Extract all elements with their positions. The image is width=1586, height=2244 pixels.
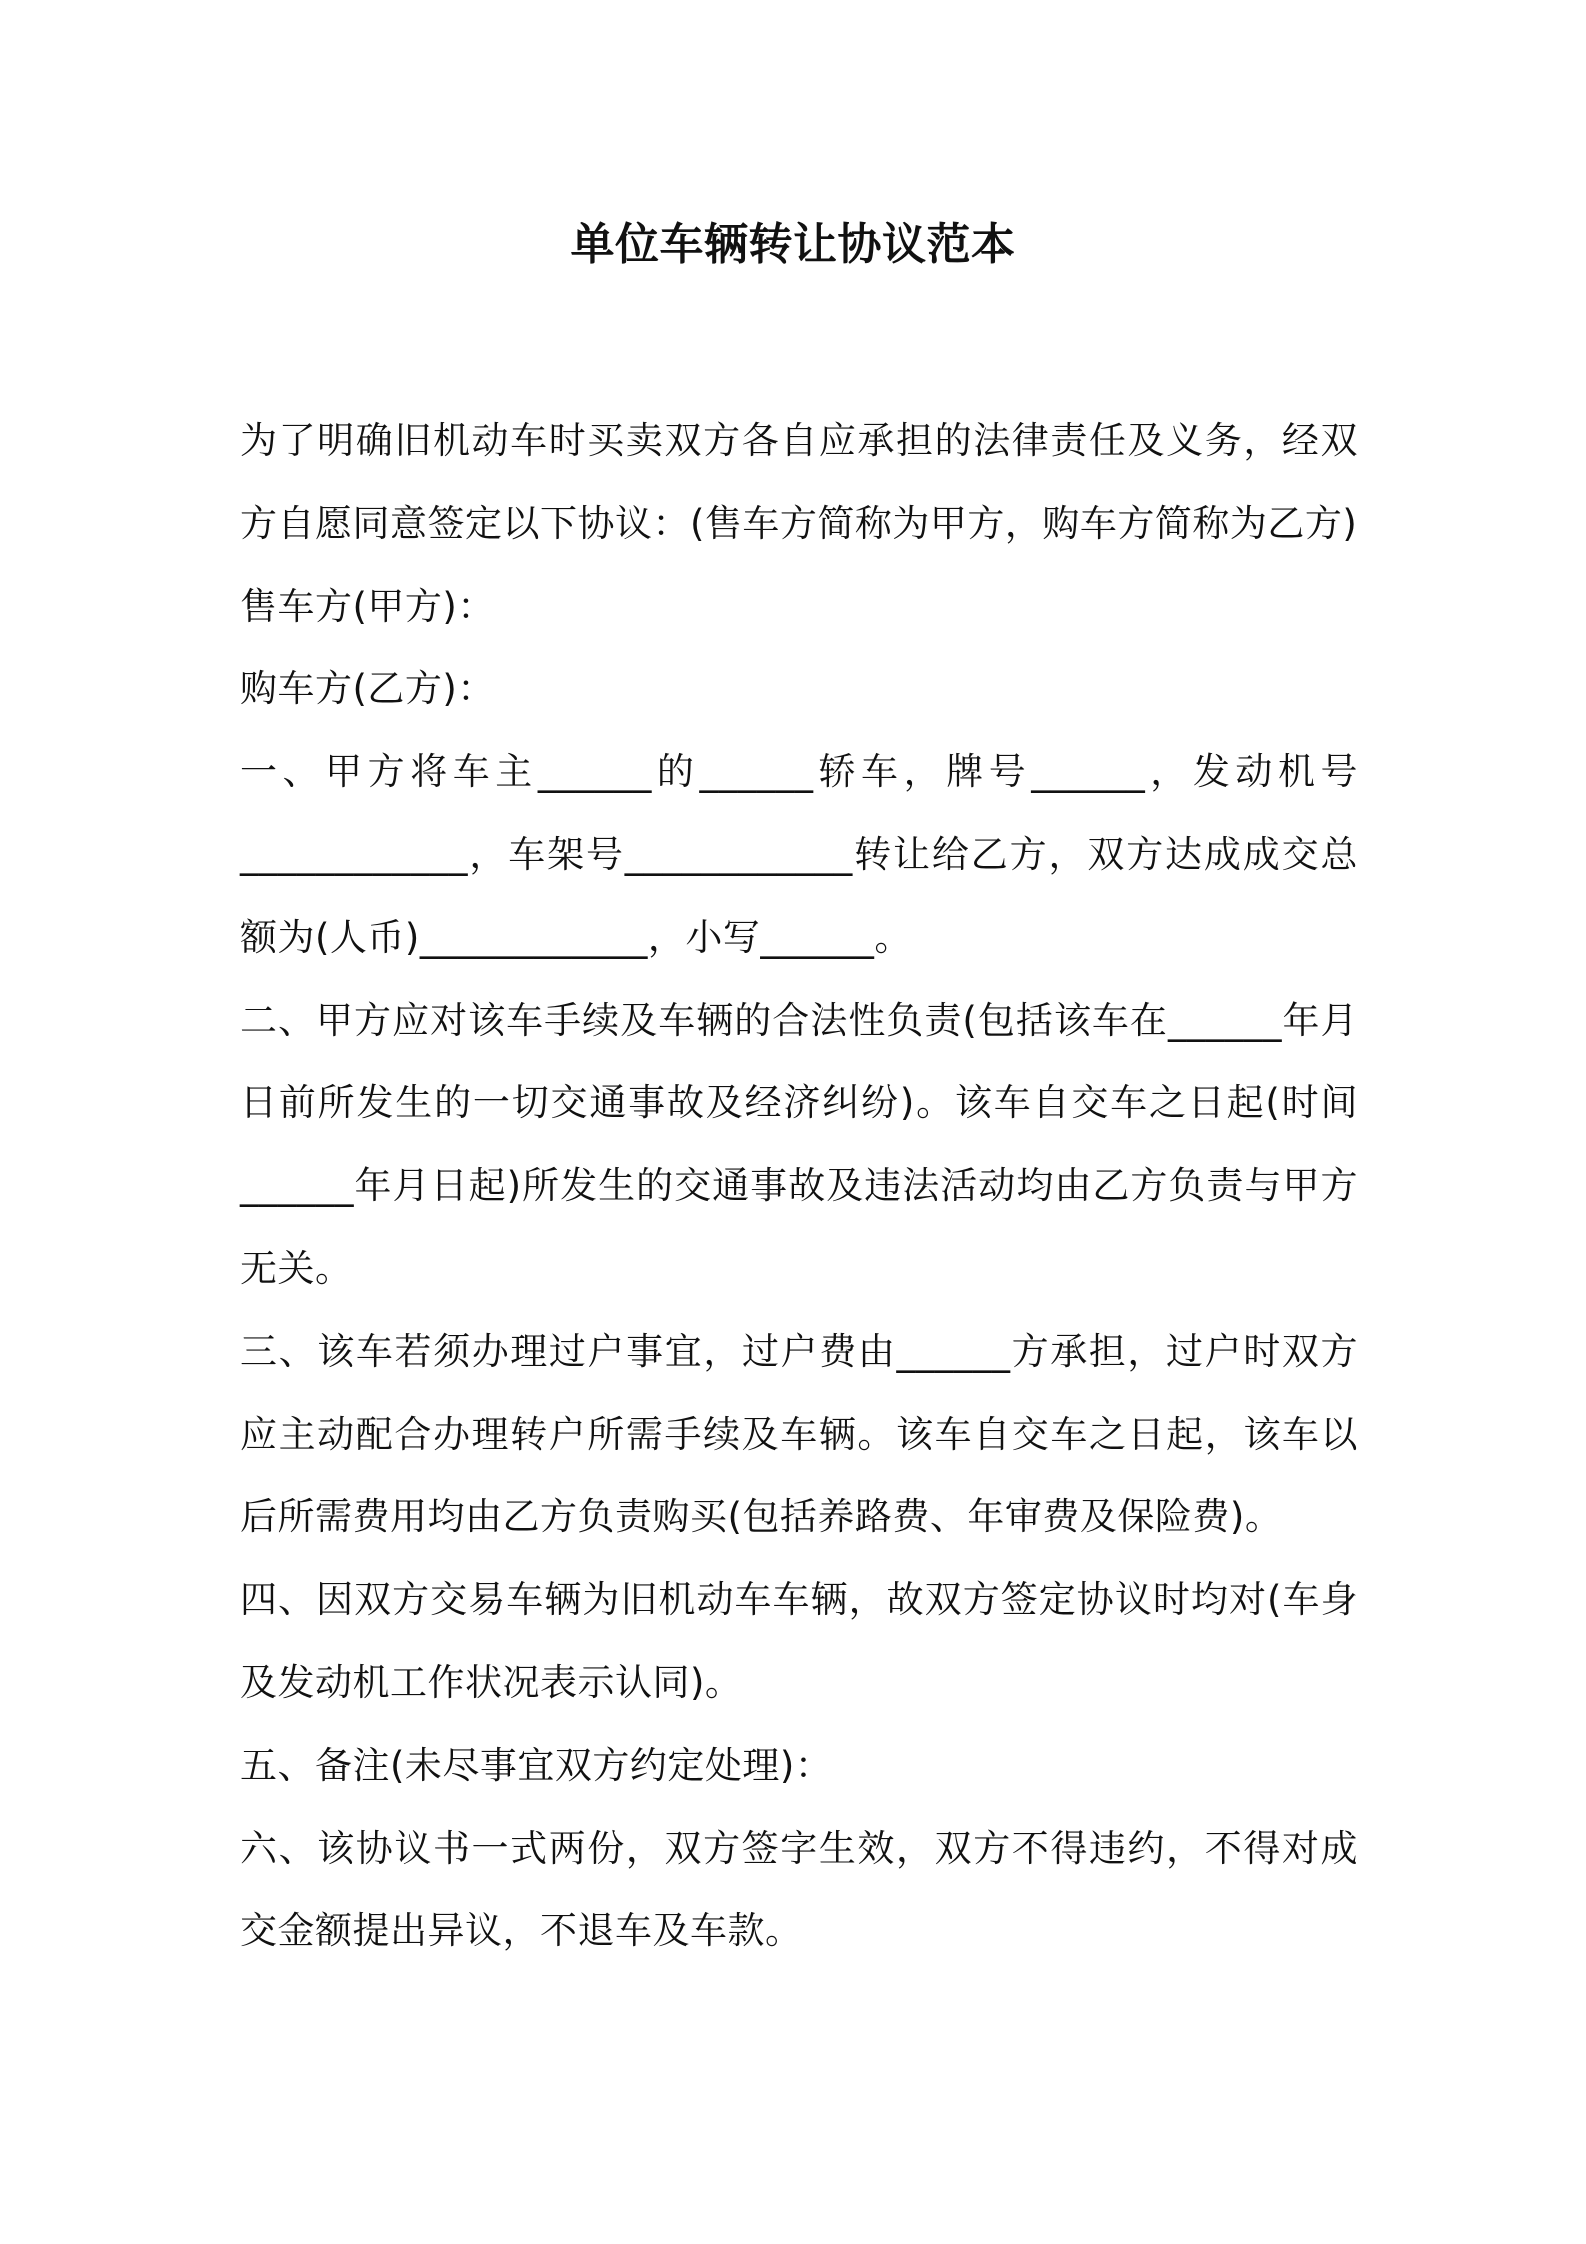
clause-4: 四、因双方交易车辆为旧机动车车辆，故双方签定协议时均对(车身及发动机工作状况表示认同)。 bbox=[240, 1578, 1358, 1704]
seller-line: 售车方(甲方)： bbox=[240, 584, 495, 628]
clause-5: 五、备注(未尽事宜双方约定处理)： bbox=[240, 1743, 833, 1787]
intro-paragraph: 为了明确旧机动车时买卖双方各自应承担的法律责任及义务，经双方自愿同意签定以下协议：(售车方简称为甲方，购车方简称为乙方) bbox=[240, 419, 1358, 545]
clause-1: 一、甲方将车主______的______轿车，牌号______，发动机号____________，车架号____________转让给乙方，双方达成成交总额为(人币)____________，小写______。 bbox=[240, 750, 1358, 959]
buyer-line: 购车方(乙方)： bbox=[240, 667, 495, 711]
document-title: 单位车辆转让协议范本 bbox=[570, 219, 1016, 270]
clause-3: 三、该车若须办理过户事宜，过户费由______方承担，过户时双方应主动配合办理转户所需手续及车辆。该车自交车之日起，该车以后所需费用均由乙方负责购买(包括养路费、年审费及保险费)。 bbox=[240, 1329, 1358, 1539]
document-body bbox=[240, 400, 1358, 1973]
clause-6: 六、该协议书一式两份，双方签字生效，双方不得违约，不得对成交金额提出异议，不退车及车款。 bbox=[240, 1826, 1358, 1953]
clause-2: 二、甲方应对该车手续及车辆的合法性负责(包括该车在______年月日前所发生的一切交通事故及经济纠纷)。该车自交车之日起(时间______年月日起)所发生的交通事故及违法活动均由乙方负责与甲方无关。 bbox=[240, 998, 1358, 1290]
